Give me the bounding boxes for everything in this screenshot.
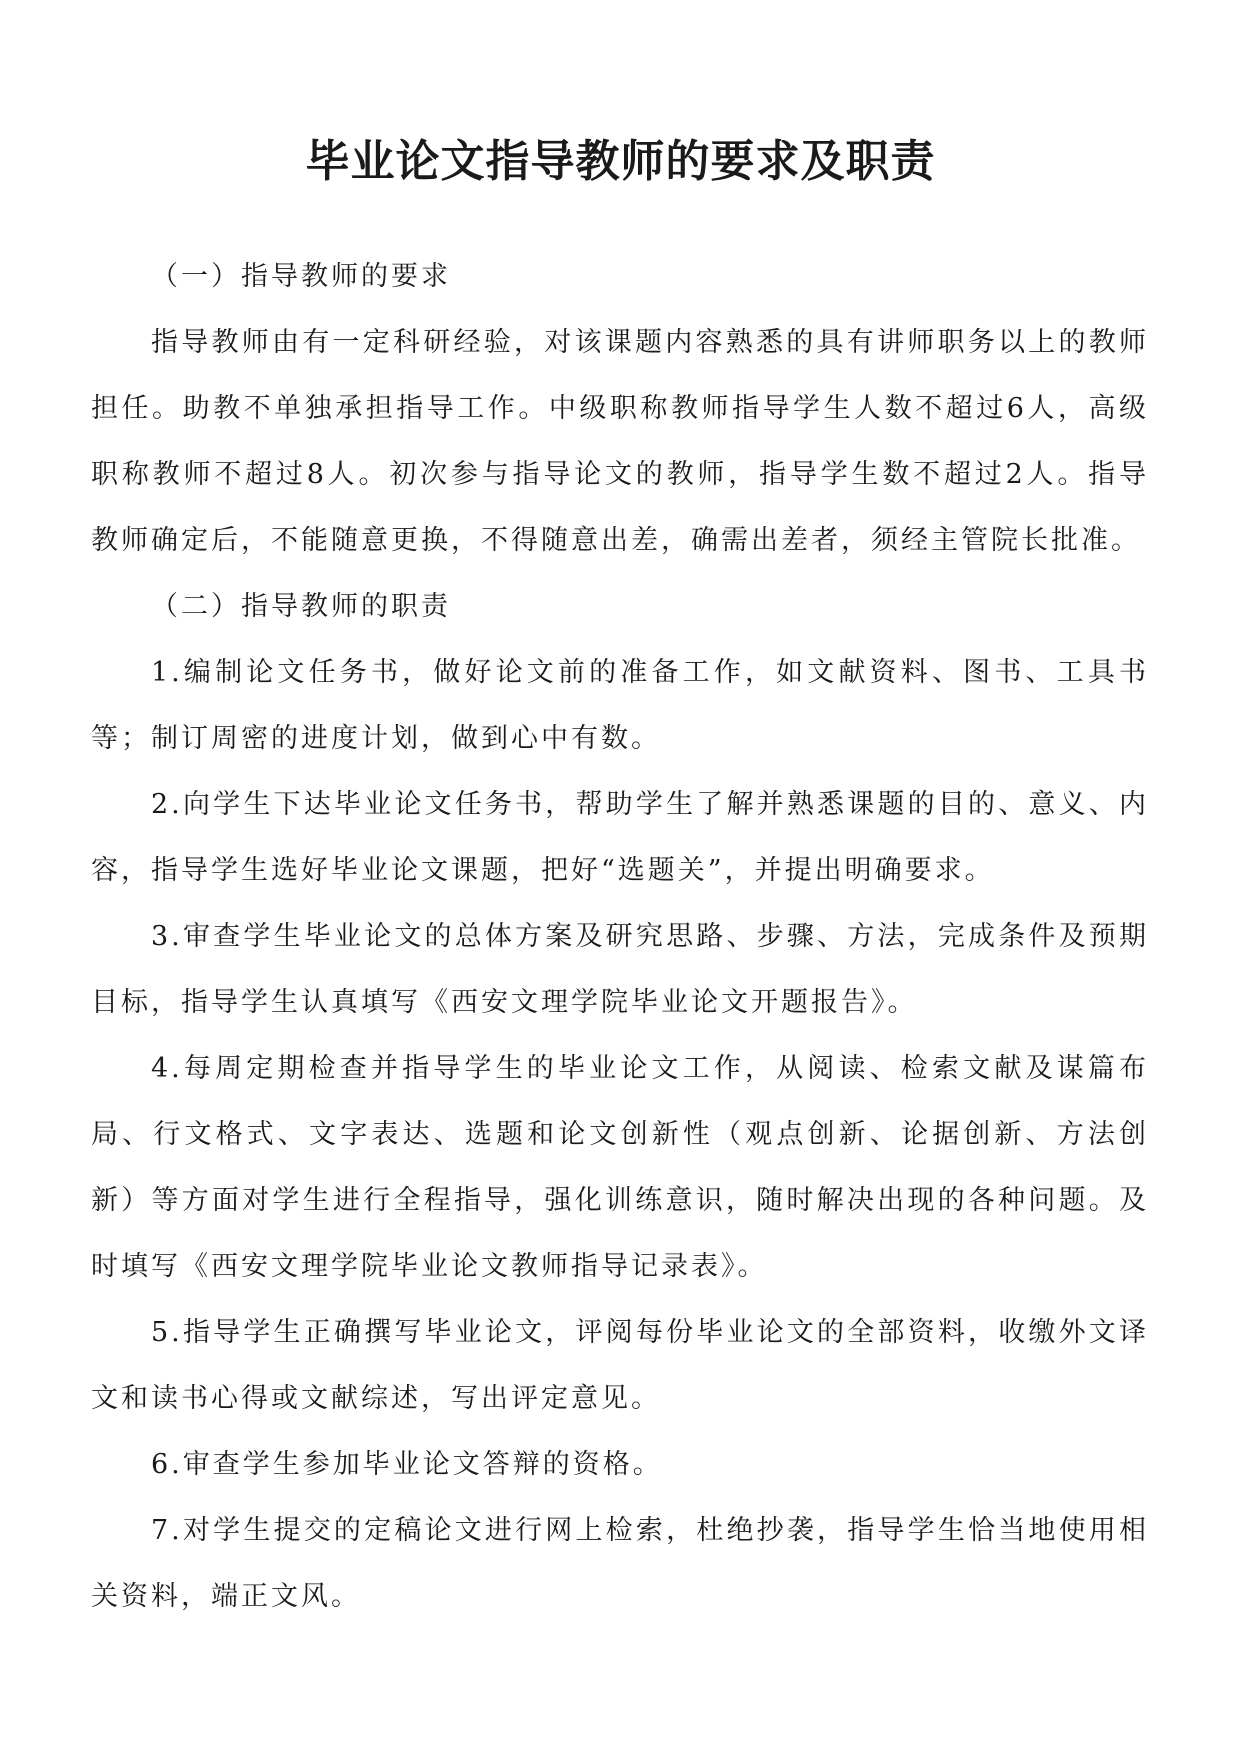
section-heading-duties: （二）指导教师的职责 — [151, 591, 451, 622]
document-body — [91, 244, 1149, 1630]
duty-item-2: 2.向学生下达毕业论文任务书，帮助学生了解并熟悉课题的目的、意义、内容，指导学生选好毕业论文课题，把好“选题关”，并提出明确要求。 — [91, 789, 1149, 886]
document-title: 毕业论文指导教师的要求及职责 — [305, 136, 936, 187]
duty-item-5: 5.指导学生正确撰写毕业论文，评阅每份毕业论文的全部资料，收缴外文译文和读书心得或文献综述，写出评定意见。 — [91, 1317, 1149, 1414]
duty-item-6: 6.审查学生参加毕业论文答辩的资格。 — [151, 1449, 663, 1480]
duty-item-1: 1.编制论文任务书，做好论文前的准备工作，如文献资料、图书、工具书等；制订周密的进度计划，做到心中有数。 — [91, 657, 1149, 754]
paragraph-requirements: 指导教师由有一定科研经验，对该课题内容熟悉的具有讲师职务以上的教师担任。助教不单独承担指导工作。中级职称教师指导学生人数不超过6人，高级职称教师不超过8人。初次参与指导论文的教师，指导学生数不超过2人。指导教师确定后，不能随意更换，不得随意出差，确需出差者，须经主管院长批准。 — [91, 327, 1149, 556]
section-heading-requirements: （一）指导教师的要求 — [151, 261, 451, 292]
duty-item-4: 4.每周定期检查并指导学生的毕业论文工作，从阅读、检索文献及谋篇布局、行文格式、文字表达、选题和论文创新性（观点创新、论据创新、方法创新）等方面对学生进行全程指导，强化训练意识，随时解决出现的各种问题。及时填写《西安文理学院毕业论文教师指导记录表》。 — [91, 1053, 1149, 1282]
duty-item-3: 3.审查学生毕业论文的总体方案及研究思路、步骤、方法，完成条件及预期目标，指导学生认真填写《西安文理学院毕业论文开题报告》。 — [91, 921, 1149, 1018]
duty-item-7: 7.对学生提交的定稿论文进行网上检索，杜绝抄袭，指导学生恰当地使用相关资料，端正文风。 — [91, 1515, 1149, 1612]
